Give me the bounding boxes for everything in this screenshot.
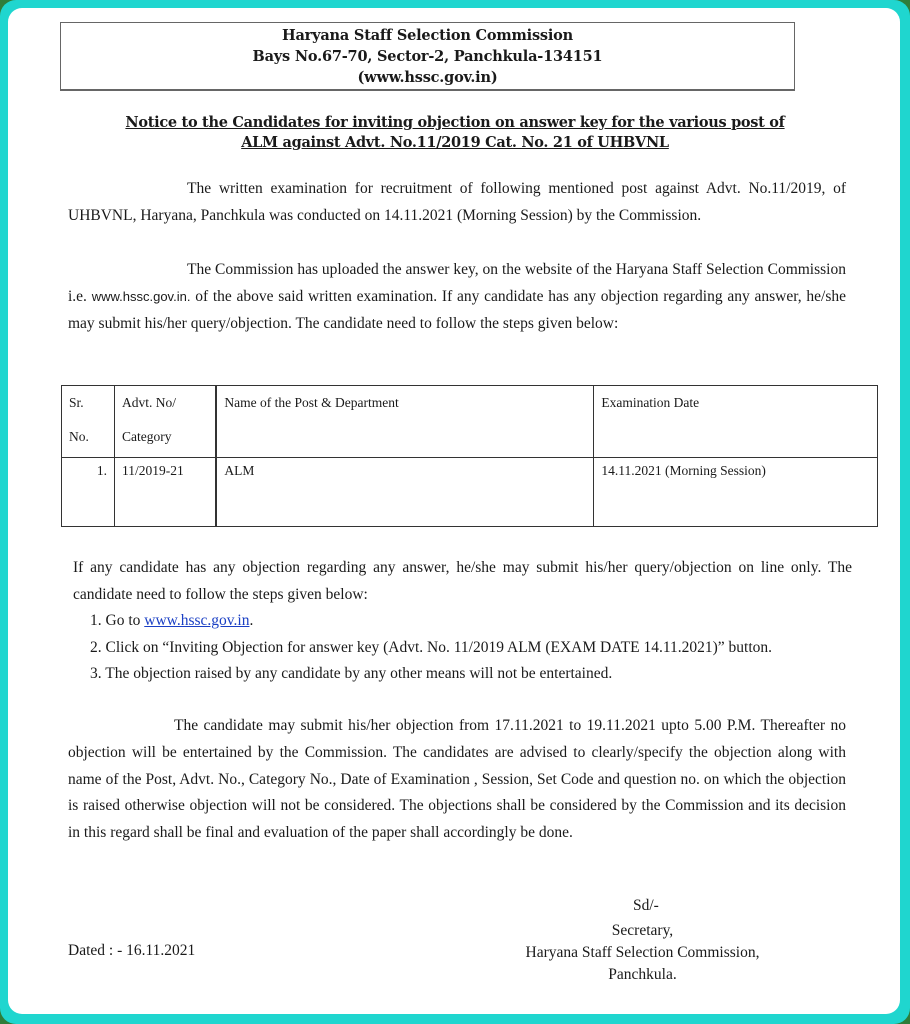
signed-mark: Sd/- [633,897,659,914]
org-address: Bays No.67-70, Sector-2, Panchkula-134151 [252,48,603,65]
issue-date: Dated : - 16.11.2021 [68,942,196,959]
intro-paragraph [68,176,846,230]
cell-post-name: ALM [216,458,593,527]
step-2: 2. Click on “Inviting Objection for answer key (Advt. No. 11/2019 ALM (EXAM DATE 14.11.2021)” button. [90,638,773,656]
steps-intro: If any candidate has any objection regarding any answer, he/she may submit his/her query/objection on line only. The candidate need to follow the steps given below: [73,559,852,603]
letterhead-box [60,22,795,91]
closing-paragraph [68,713,846,847]
posts-table [61,385,878,527]
signatory-designation: Secretary, [611,922,674,939]
signatory-place: Panchkula. [608,966,677,983]
hssc-website-link[interactable]: www.hssc.gov.in [144,612,250,629]
answer-key-paragraph [68,257,846,337]
step-3: 3. The objection raised by any candidate by any other means will not be entertained. [90,665,613,682]
steps-list [68,608,852,688]
step-1: 1. Go to www.hssc.gov.in. [90,612,254,629]
notice-title [60,113,850,153]
signatory-org: Haryana Staff Selection Commission, [525,944,760,961]
cell-exam-date: 14.11.2021 (Morning Session) [594,458,878,527]
website-inline-url: www.hssc.gov.in. [91,288,191,304]
answer-key-text-1: The Commission has uploaded the answer key, on the website of the Haryana Staff Selection Commission i.e. [68,261,846,305]
org-name: Haryana Staff Selection Commission [281,27,573,44]
answer-key-text-2: of the above said written examination. If any candidate has any objection regarding any answer, he/she may submit his/her query/objection. The candidate need to follow the steps given below: [68,287,846,332]
table-row [62,458,878,527]
header-exam-date: Examination Date [594,386,878,458]
org-website: (www.hssc.gov.in) [357,69,498,86]
cell-advt-no: 11/2019-21 [114,458,216,527]
header-post-name: Name of the Post & Department [216,386,593,458]
notice-title-line2: ALM against Advt. No.11/2019 Cat. No. 21 of UHBVNL [241,134,669,151]
notice-title-line1: Notice to the Candidates for inviting objection on answer key for the various post of [125,114,785,131]
intro-text: The written examination for recruitment of following mentioned post against Advt. No.11/2019, of UHBVNL, Haryana, Panchkula was conducted on 14.11.2021 (Morning Session) by the Commission. [68,180,846,224]
closing-text: The candidate may submit his/her objection from 17.11.2021 to 19.11.2021 upto 5.00 P.M. Thereafter no objection will be entertained by the Commission. The candidates are advised to clearly/specify the objection along with name of the Post, Advt. No., Category No., Date of Examination , Session, Set Code and question no. on which the objection is raised otherwise objection will not be considered. The objections shall be considered by the Commission and its decision in this regard shall be final and evaluation of the paper shall accordingly be done. [68,717,846,842]
header-sr-no: Sr. No. [62,386,115,458]
header-advt-no: Advt. No/ Category [114,386,216,458]
cell-sr-no: 1. [62,458,115,527]
objection-steps [68,555,852,688]
table-header-row [62,386,878,458]
signature-block [470,920,815,986]
